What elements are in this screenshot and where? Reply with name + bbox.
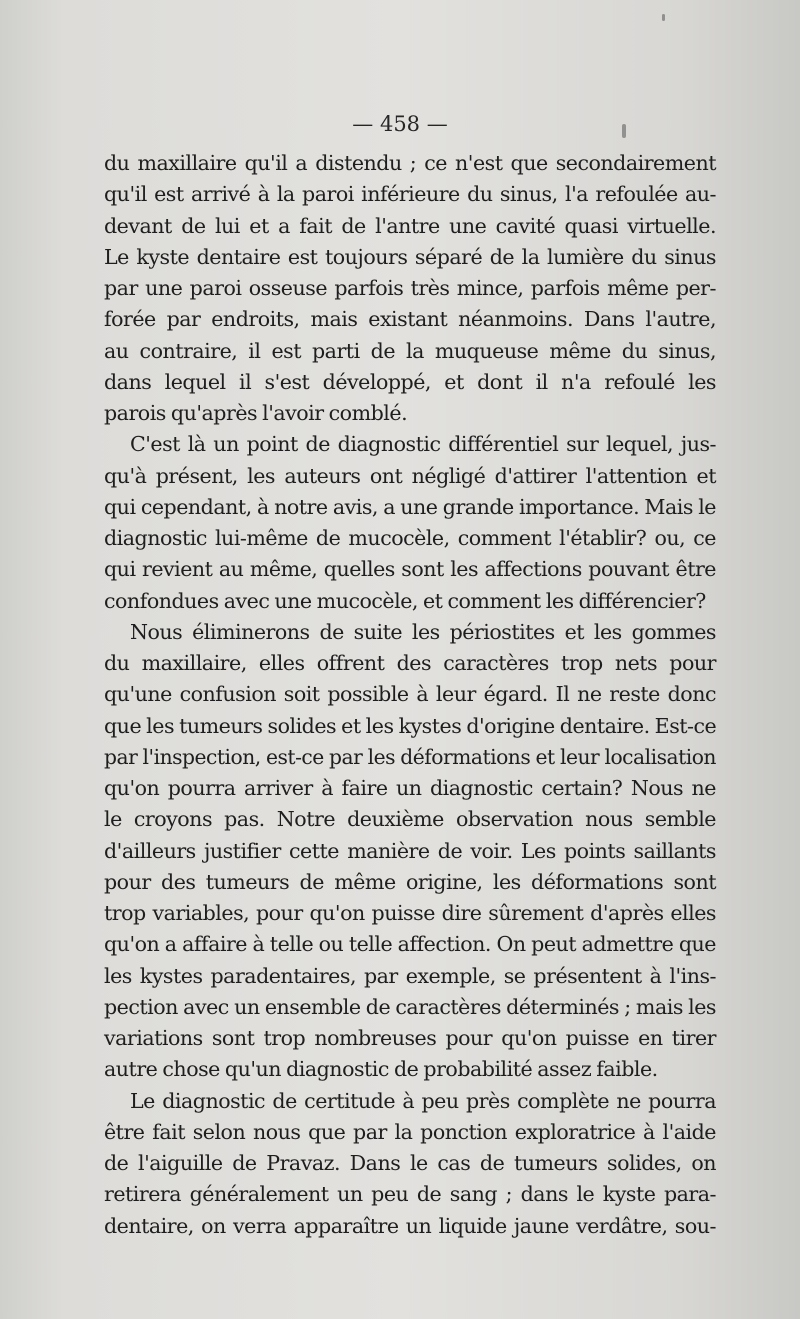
text-line: pour des tumeurs de même origine, les déformations sont <box>104 869 716 894</box>
text-line: dentaire, on verra apparaître un liquide jaune verdâtre, sou- <box>104 1213 716 1238</box>
text-line: C'est là un point de diagnostic différentiel sur lequel, jus- <box>130 432 716 457</box>
body-text <box>104 148 716 1242</box>
text-line: qui revient au même, quelles sont les affections pouvant être <box>104 557 716 582</box>
text-line: du maxillaire, elles offrent des caractères trop nets pour <box>104 651 716 675</box>
text-line: diagnostic lui-même de mucocèle, comment l'établir? ou, ce <box>104 526 716 550</box>
text-line: au contraire, il est parti de la muqueuse même du sinus, <box>104 338 716 363</box>
page-number: — 458 — <box>352 112 448 136</box>
text-line: pection avec un ensemble de caractères déterminés ; mais les <box>104 994 716 1019</box>
text-line: qui cependant, à notre avis, a une grande importance. Mais le <box>104 494 716 519</box>
text-line: Le diagnostic de certitude à peu près complète ne pourra <box>130 1088 716 1113</box>
text-line: Nous éliminerons de suite les périostites et les gommes <box>130 619 716 644</box>
text-line: par l'inspection, est-ce par les déformations et leur localisation <box>104 744 716 769</box>
text-line: du maxillaire qu'il a distendu ; ce n'est que secondairement <box>104 151 716 175</box>
text-line: d'ailleurs justifier cette manière de voir. Les points saillants <box>104 838 716 863</box>
text-line: le croyons pas. Notre deuxième observation nous semble <box>104 807 716 832</box>
text-line: retirera généralement un peu de sang ; dans le kyste para- <box>104 1182 716 1207</box>
text-line: parois qu'après l'avoir comblé. <box>104 401 408 425</box>
text-line: que les tumeurs solides et les kystes d'origine dentaire. Est-ce <box>104 713 717 738</box>
text-line: être fait selon nous que par la ponction exploratrice à l'aide <box>104 1119 716 1144</box>
text-line: dans lequel il s'est développé, et dont il n'a refoulé les <box>104 369 716 394</box>
text-line: les kystes paradentaires, par exemple, se présentent à l'ins- <box>104 963 716 988</box>
text-line: de l'aiguille de Pravaz. Dans le cas de tumeurs solides, on <box>104 1151 716 1175</box>
text-line: qu'une confusion soit possible à leur égard. Il ne reste donc <box>104 682 716 707</box>
text-line: Le kyste dentaire est toujours séparé de la lumière du sinus <box>104 244 716 269</box>
ink-speck <box>662 14 665 21</box>
text-line: qu'on a affaire à telle ou telle affection. On peut admettre que <box>104 932 716 957</box>
text-line: forée par endroits, mais existant néanmoins. Dans l'autre, <box>104 307 716 332</box>
text-line: devant de lui et a fait de l'antre une cavité quasi virtuelle. <box>104 213 716 238</box>
text-line: qu'il est arrivé à la paroi inférieure du sinus, l'a refoulée au- <box>104 182 716 207</box>
text-line: par une paroi osseuse parfois très mince, parfois même per- <box>104 276 716 300</box>
text-line: trop variables, pour qu'on puisse dire sûrement d'après elles <box>104 901 716 925</box>
text-line: autre chose qu'un diagnostic de probabilité assez faible. <box>104 1057 658 1082</box>
text-line: qu'à présent, les auteurs ont négligé d'attirer l'attention et <box>104 463 716 488</box>
text-line: variations sont trop nombreuses pour qu'on puisse en tirer <box>104 1026 716 1050</box>
text-line: qu'on pourra arriver à faire un diagnostic certain? Nous ne <box>104 776 716 800</box>
text-line: confondues avec une mucocèle, et comment les différencier? <box>104 588 706 613</box>
